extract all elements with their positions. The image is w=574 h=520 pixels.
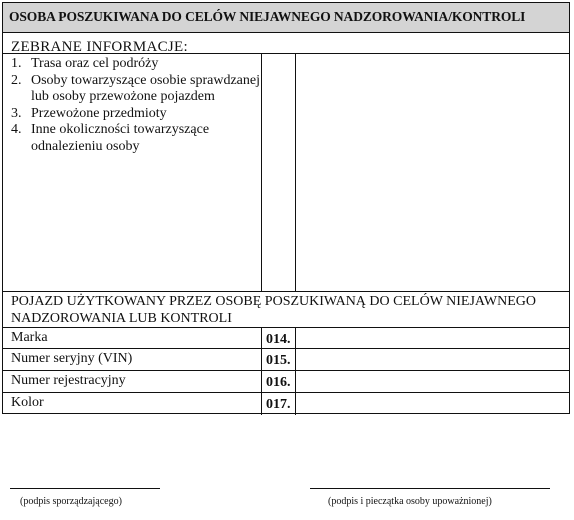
section-vehicle-title: POJAZD UŻYTKOWANY PRZEZ OSOBĘ POSZUKIWANĄ DO CELÓW NIEJAWNEGO NADZOROWANIA LUB KONTROLI: [11, 294, 537, 326]
divider: [3, 327, 569, 328]
vehicle-row-label: Kolor: [11, 395, 44, 410]
section-info-title: ZEBRANE INFORMACJE:: [11, 39, 188, 55]
list-item: 2. Osoby towarzyszące osobie sprawdzanej lub osoby przewożone pojazdem: [11, 72, 260, 104]
form-title: OSOBA POSZUKIWANA DO CELÓW NIEJAWNEGO NADZOROWANIA/KONTROLI: [9, 9, 526, 24]
column-divider: [295, 53, 296, 291]
info-list: [11, 56, 261, 155]
list-item: 3. Przewożone przedmioty: [11, 105, 167, 121]
field-code: 014.: [266, 332, 291, 347]
column-divider: [261, 327, 262, 415]
list-item: 1. Trasa oraz cel podróży: [11, 56, 159, 71]
divider: [3, 291, 569, 292]
signature-caption-right: (podpis i pieczątka osoby upoważnionej): [328, 496, 492, 507]
vehicle-row-label: Marka: [11, 330, 48, 345]
form-header: [3, 3, 569, 33]
field-code: 015.: [266, 353, 291, 368]
signature-line-left: [10, 488, 160, 489]
vehicle-row-label: Numer seryjny (VIN): [11, 351, 133, 366]
signature-line-right: [310, 488, 550, 489]
field-code: 016.: [266, 375, 291, 390]
column-divider: [295, 327, 296, 415]
form-table: [2, 2, 570, 414]
vehicle-row-label: Numer rejestracyjny: [11, 373, 126, 388]
divider: [3, 348, 569, 349]
divider: [3, 370, 569, 371]
signature-caption-left: (podpis sporządzającego): [20, 496, 122, 507]
divider: [3, 392, 569, 393]
field-code: 017.: [266, 397, 291, 412]
column-divider: [261, 53, 262, 291]
list-item: 4. Inne okoliczności towarzyszące odnalezieniu osoby: [11, 122, 210, 154]
